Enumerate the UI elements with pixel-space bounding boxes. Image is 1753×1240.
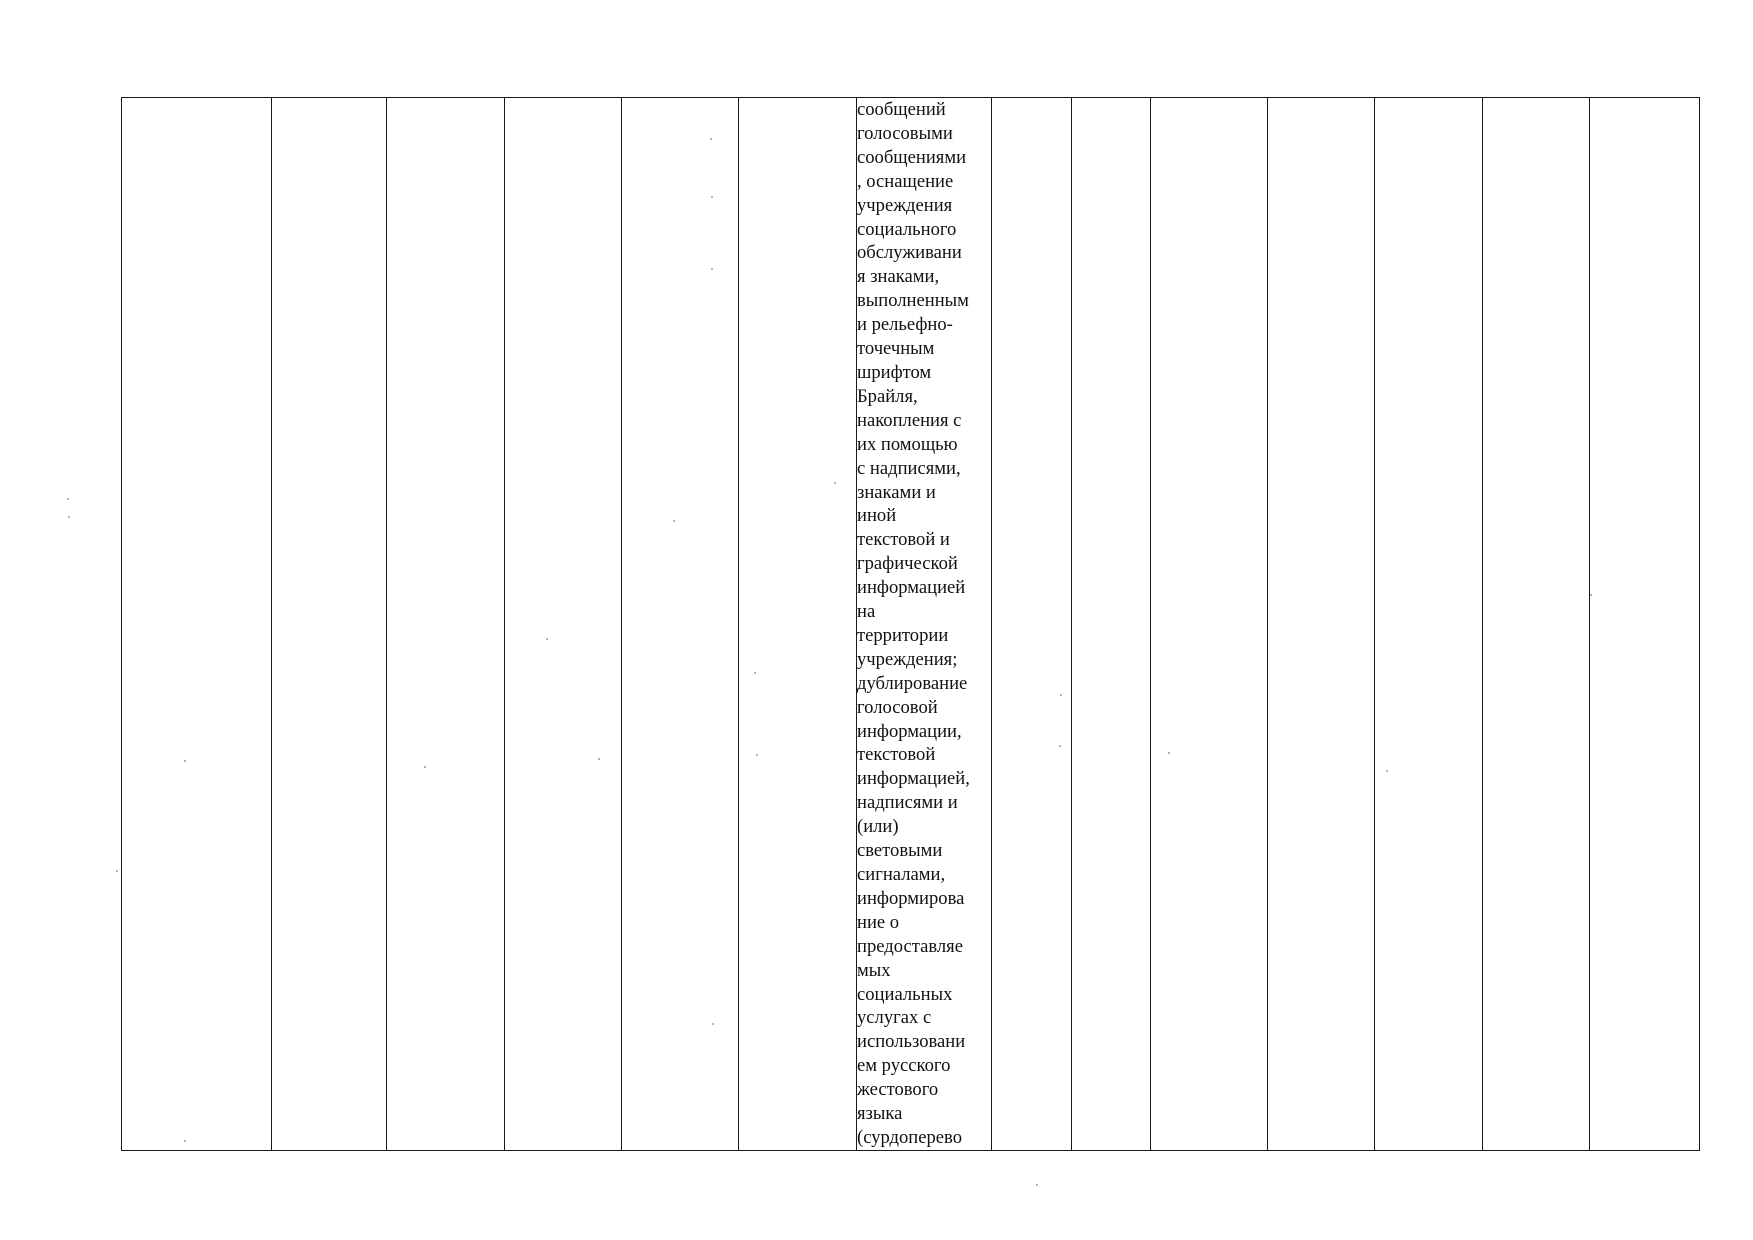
scan-speck	[673, 520, 675, 522]
scan-speck	[546, 638, 548, 640]
cell-text-line: территории	[857, 624, 949, 646]
cell-text-line: шрифтом	[857, 361, 932, 383]
table-cell-col-7	[857, 98, 992, 1151]
cell-text-line: текстовой и	[857, 529, 950, 551]
scan-speck	[184, 760, 186, 762]
scan-speck	[1386, 770, 1388, 772]
table-cell-col-4	[505, 98, 622, 1151]
scan-speck	[67, 498, 69, 500]
cell-text-line: сигналами,	[857, 864, 946, 885]
table-cell-col-8	[992, 98, 1072, 1151]
cell-text-line: с надписями,	[857, 457, 961, 479]
table-cell-col-1	[122, 98, 272, 1151]
scan-speck	[1059, 745, 1061, 747]
cell-text-line: мых	[857, 959, 891, 981]
cell-text-line: информирова	[857, 887, 965, 909]
scan-speck	[424, 766, 426, 768]
table-cell-col-5	[622, 98, 739, 1151]
table-cell-col-11	[1268, 98, 1375, 1151]
cell-text-line: точечным	[857, 338, 935, 360]
cell-text-line: информации,	[857, 720, 962, 742]
cell-text-line: их помощью	[857, 433, 958, 455]
cell-text-line: сообщений	[857, 99, 946, 120]
cell-text-line: языка	[857, 1103, 903, 1125]
document-table	[121, 97, 1700, 1151]
table-row	[122, 98, 1700, 1151]
cell-text-line: ние о	[857, 911, 900, 933]
scan-speck	[1060, 694, 1062, 696]
cell-text-line: накопления с	[857, 409, 962, 431]
table-cell-col-3	[387, 98, 505, 1151]
cell-text-line: социального	[857, 218, 957, 240]
scan-speck	[116, 870, 118, 872]
cell-text-line: голосовыми	[857, 122, 953, 144]
cell-text-line: на	[857, 601, 876, 623]
scan-speck	[834, 482, 836, 484]
cell-text-line: использовани	[857, 1031, 966, 1053]
cell-text-line: (или)	[857, 816, 899, 838]
table-cell-col-13	[1483, 98, 1590, 1151]
cell-text-line: сообщениями	[857, 146, 967, 168]
cell-text-line: учреждения;	[857, 648, 958, 670]
scan-speck	[711, 196, 713, 198]
scan-speck	[756, 754, 758, 756]
cell-text-line: информацией	[857, 577, 966, 599]
cell-text-line: информацией,	[857, 768, 970, 790]
cell-text-line: текстовой	[857, 744, 936, 766]
scan-speck	[184, 1140, 186, 1142]
scan-speck	[1590, 594, 1592, 596]
cell-text-line: предоставляе	[857, 935, 963, 957]
cell-text-line: дублирование	[857, 672, 968, 694]
cell-text-line: я знаками,	[857, 266, 940, 288]
cell-text-line: выполненным	[857, 290, 969, 312]
cell-text-line: голосовой	[857, 696, 938, 718]
scan-speck	[68, 516, 70, 518]
scan-speck	[712, 1023, 714, 1025]
scan-speck	[598, 758, 600, 760]
table-cell-col-6	[739, 98, 857, 1151]
cell-text-line: социальных	[857, 983, 953, 1005]
cell-text-line: Брайля,	[857, 385, 918, 407]
table-cell-col-2	[272, 98, 387, 1151]
cell-text-line: ем русского	[857, 1055, 951, 1077]
cell-text-line: знаками и	[857, 481, 936, 503]
scan-speck	[710, 138, 712, 140]
cell-text-line: и рельефно-	[857, 314, 953, 336]
cell-text-line: учреждения	[857, 194, 953, 216]
scan-speck	[1036, 1184, 1038, 1186]
cell-text	[857, 98, 991, 1150]
scan-speck	[711, 268, 713, 270]
cell-text-line: обслуживани	[857, 242, 962, 264]
table-cell-col-10	[1151, 98, 1268, 1151]
table-cell-col-12	[1375, 98, 1483, 1151]
table-cell-col-9	[1072, 98, 1151, 1151]
cell-text-line: световыми	[857, 840, 943, 862]
scan-speck	[1168, 752, 1170, 754]
cell-text-line: жестового	[857, 1079, 939, 1101]
cell-text-line: надписями и	[857, 792, 958, 814]
scan-speck	[754, 672, 756, 674]
cell-text-line: , оснащение	[857, 170, 954, 192]
cell-text-line: иной	[857, 505, 897, 527]
table-cell-col-14	[1590, 98, 1700, 1151]
cell-text-line: (сурдоперево	[857, 1126, 963, 1148]
cell-text-line: графической	[857, 553, 958, 575]
cell-text-line: услугах с	[857, 1007, 932, 1029]
